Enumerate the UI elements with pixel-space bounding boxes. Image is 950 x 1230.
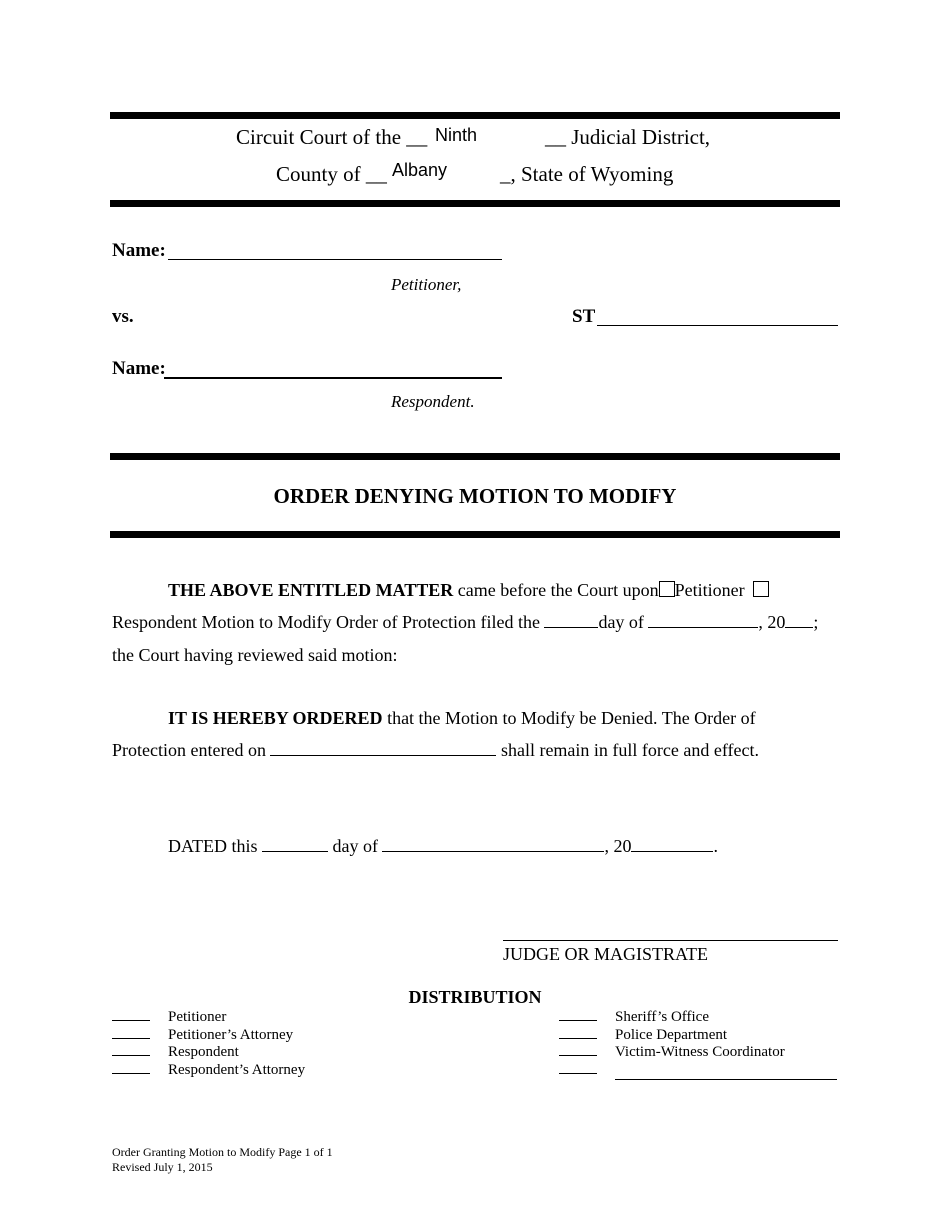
filed-day-field[interactable] [544, 627, 598, 628]
petitioner-name-row [112, 240, 166, 262]
dist-left-respondent-attorney[interactable]: Respondent’s Attorney [112, 1062, 305, 1079]
dist-left-respondent[interactable]: Respondent [112, 1044, 239, 1061]
dated-month-field[interactable] [382, 851, 604, 852]
name-label-1: Name: [112, 240, 166, 261]
signature-label: JUDGE OR MAGISTRATE [503, 944, 709, 964]
paragraph-1-line-2 [112, 612, 818, 633]
protection-date-field[interactable] [270, 755, 496, 756]
respondent-label: Respondent. [391, 392, 475, 411]
dist-left-petitioner-attorney[interactable]: Petitioner’s Attorney [112, 1027, 293, 1044]
st-field[interactable] [597, 325, 838, 326]
dist-right-police[interactable]: Police Department [559, 1027, 727, 1044]
dist-check-blank[interactable] [112, 1038, 150, 1039]
petitioner-label: Petitioner, [391, 275, 462, 294]
p1-bold: THE ABOVE ENTITLED MATTER [168, 580, 454, 600]
title-top-rule [110, 453, 840, 460]
dist-check-blank[interactable] [112, 1055, 150, 1056]
dist-check-blank[interactable] [559, 1055, 597, 1056]
dist-other-field[interactable] [615, 1062, 837, 1080]
dated-day-field[interactable] [262, 851, 328, 852]
dist-check-blank[interactable] [559, 1073, 597, 1074]
vs-label: vs. [112, 306, 134, 327]
footer-line-1: Order Granting Motion to Modify Page 1 of 1 [112, 1145, 333, 1159]
dist-left-petitioner[interactable]: Petitioner [112, 1009, 226, 1026]
name-label-2: Name: [112, 358, 166, 379]
p2-text: that the Motion to Modify be Denied. The Order of [387, 708, 756, 728]
dist-right-sheriff[interactable]: Sheriff’s Office [559, 1009, 709, 1026]
p1-line2-b: day of [598, 612, 644, 632]
dated-a: DATED this [168, 836, 258, 856]
petitioner-checkbox[interactable] [659, 581, 675, 597]
dated-line [168, 836, 718, 857]
filed-year-field[interactable] [785, 627, 813, 628]
footer-line-2: Revised July 1, 2015 [112, 1160, 213, 1174]
court-prefix: Circuit Court of the __ [236, 125, 428, 149]
respondent-name-row [112, 358, 166, 380]
p1-line2-c: , 20 [758, 612, 786, 632]
dist-check-blank[interactable] [559, 1020, 597, 1021]
p2-line2-a: Protection entered on [112, 740, 266, 760]
court-line [236, 125, 427, 150]
paragraph-1-line-1 [168, 580, 769, 601]
title-bottom-rule [110, 531, 840, 538]
dist-right-other[interactable] [559, 1062, 837, 1080]
dated-c: , 20 [604, 836, 632, 856]
p1-line2-d: ; [813, 612, 819, 632]
dated-year-field[interactable] [631, 851, 713, 852]
dist-check-blank[interactable] [112, 1073, 150, 1074]
district-input[interactable]: Ninth [435, 125, 478, 145]
county-suffix: _, State of Wyoming [500, 162, 674, 186]
header-top-rule [110, 112, 840, 119]
paragraph-1-line-3: the Court having reviewed said motion: [112, 645, 398, 665]
dist-check-blank[interactable] [559, 1038, 597, 1039]
p2-bold: IT IS HEREBY ORDERED [168, 708, 383, 728]
p1-petitioner: Petitioner [674, 580, 745, 600]
filed-month-field[interactable] [648, 627, 758, 628]
respondent-name-field[interactable] [164, 377, 502, 379]
district-suffix: __ Judicial District, [545, 125, 711, 149]
p1-text: came before the Court upon [457, 580, 659, 600]
signature-line[interactable] [503, 940, 838, 941]
dist-check-blank[interactable] [112, 1020, 150, 1021]
county-prefix: County of __ [276, 162, 387, 186]
dated-b: day of [332, 836, 378, 856]
county-input[interactable]: Albany [392, 160, 448, 180]
dated-d: . [713, 836, 718, 856]
dist-right-victim-witness[interactable]: Victim-Witness Coordinator [559, 1044, 785, 1061]
paragraph-2-line-2 [112, 740, 759, 761]
p2-line2-b: shall remain in full force and effect. [500, 740, 760, 760]
distribution-heading: DISTRIBUTION [408, 987, 542, 1007]
page-title: ORDER DENYING MOTION TO MODIFY [273, 484, 677, 508]
respondent-checkbox[interactable] [753, 581, 769, 597]
petitioner-name-field[interactable] [168, 259, 502, 260]
st-label: ST [572, 306, 596, 327]
p1-line2-a: Respondent Motion to Modify Order of Protection filed the [112, 612, 540, 632]
paragraph-2-line-1 [168, 708, 756, 729]
header-bottom-rule [110, 200, 840, 207]
